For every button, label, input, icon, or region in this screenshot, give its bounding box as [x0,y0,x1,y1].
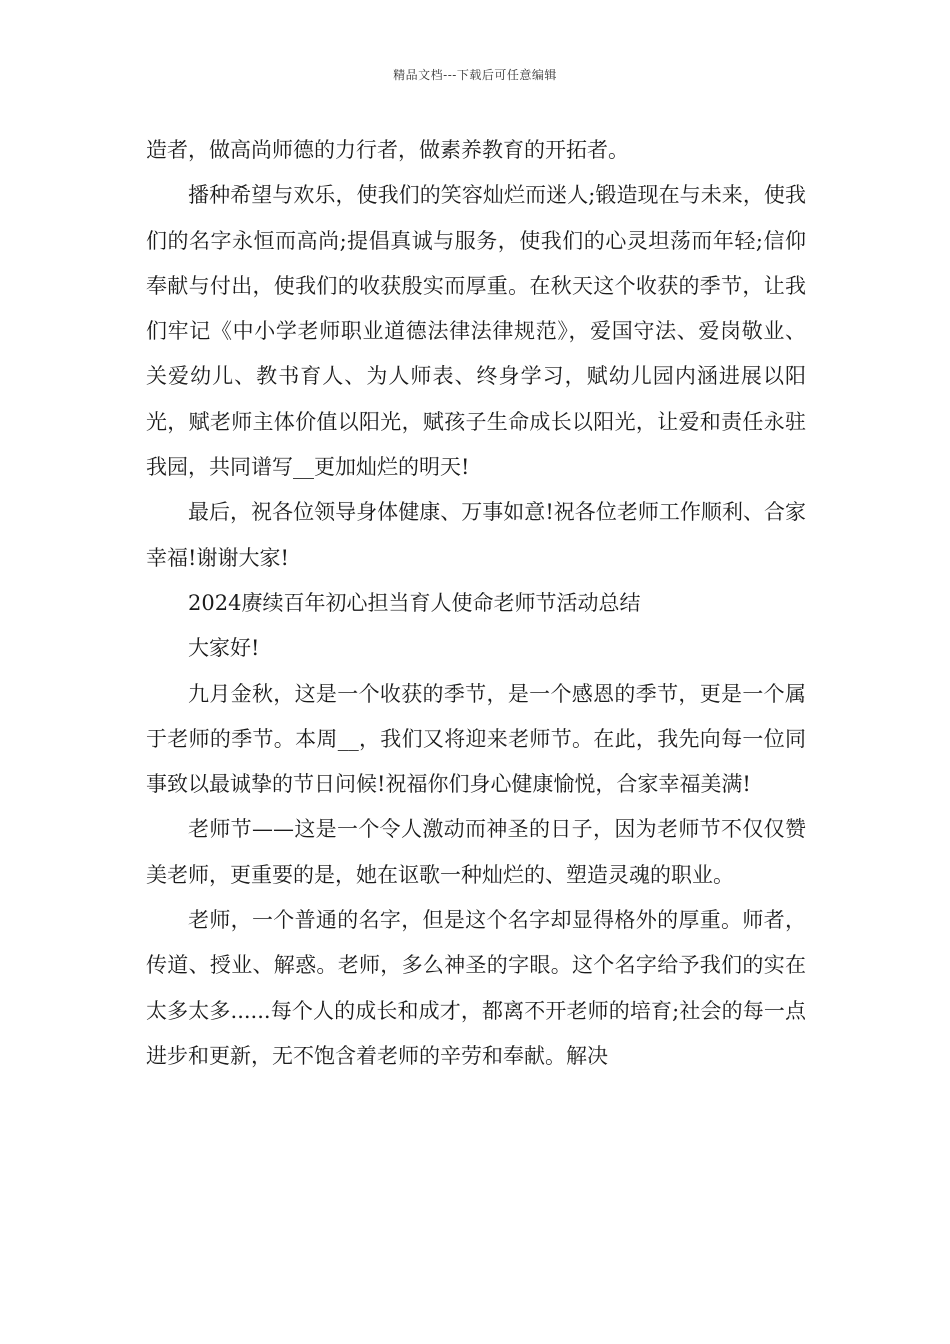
paragraph-2: 播种希望与欢乐，使我们的笑容灿烂而迷人;锻造现在与未来，使我们的名字永恒而高尚;提倡真诚与服务，使我们的心灵坦荡而年轻;信仰奉献与付出，使我们的收获殷实而厚重。在秋天这个收获的季节，让我们牢记《中小学老师职业道德法律法律规范》，爱国守法、爱岗敬业、关爱幼儿、教书育人、为人师表、终身学习，赋幼儿园内涵进展以阳光，赋老师主体价值以阳光，赋孩子生命成长以阳光，让爱和责任永驻我园，共同谱写__更加灿烂的明天! [146,183,806,480]
page-header: 精品文档---下载后可任意编辑 [393,68,557,82]
section-title: 2024赓续百年初心担当育人使命老师节活动总结 [188,590,641,615]
paragraph-1: 造者，做高尚师德的力行者，做素养教育的开拓者。 [146,138,629,162]
document-body [146,128,806,1079]
greeting: 大家好! [188,636,260,661]
paragraph-6: 九月金秋，这是一个收获的季节，是一个感恩的季节，更是一个属于老师的季节。本周__，我们又将迎来老师节。在此，我先向每一位同事致以最诚挚的节日问候!祝福你们身心健康愉悦，合家幸福美满! [146,681,806,797]
paragraph-7: 老师节——这是一个令人激动而神圣的日子，因为老师节不仅仅赞美老师，更重要的是，她在讴歌一种灿烂的、塑造灵魂的职业。 [146,817,806,887]
paragraph-3: 最后，祝各位领导身体健康、万事如意!祝各位老师工作顺利、合家幸福!谢谢大家! [146,500,806,570]
paragraph-8: 老师，一个普通的名字，但是这个名字却显得格外的厚重。师者，传道、授业、解惑。老师，多么神圣的字眼。这个名字给予我们的实在太多太多......每个人的成长和成才，都离不开老师的培育;社会的每一点进步和更新，无不饱含着老师的辛劳和奉献。解决 [146,908,806,1068]
